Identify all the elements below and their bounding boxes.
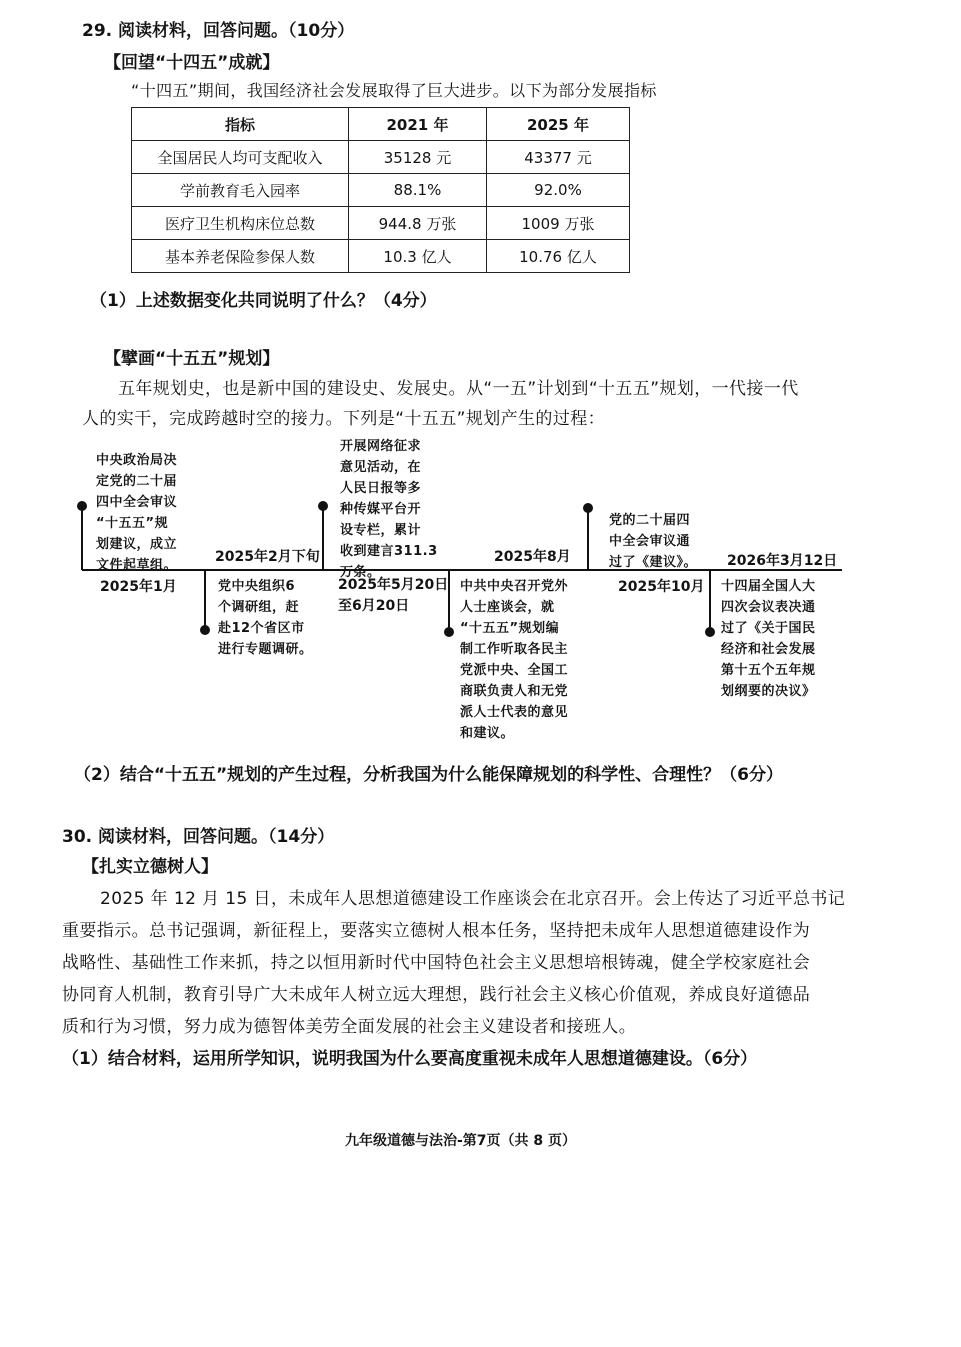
- q29-para-line-2: 人的实干，完成跨越时空的接力。下列是“十五五”规划产生的过程：: [82, 409, 606, 429]
- timeline-dot-6: [705, 627, 715, 637]
- table-cell: 10.3 亿人: [349, 240, 487, 273]
- timeline-event-5-date: 2025年10月: [618, 579, 705, 595]
- q29-section-achievements: 【回望“十四五”成就】: [104, 53, 280, 73]
- q29-intro: “十四五”期间，我国经济社会发展取得了巨大进步。以下为部分发展指标: [131, 81, 657, 100]
- timeline-dot-1: [77, 501, 87, 511]
- q30-section: 【扎实立德树人】: [82, 857, 218, 877]
- timeline-event-2-text: 党中央组织6 个调研组，赶 赴12个省区市 进行专题调研。: [218, 579, 313, 657]
- timeline-dot-4: [444, 627, 454, 637]
- table-header-cell: 指标: [132, 108, 349, 141]
- q30-para-line-3: 战略性、基础性工作来抓，持之以恒用新时代中国特色社会主义思想培根铸魂，健全学校家庭社会: [62, 953, 811, 973]
- table-cell: 43377 元: [487, 141, 630, 174]
- timeline-event-5-text: 党的二十届四 中全会审议通 过了《建议》。: [609, 513, 698, 570]
- timeline-event-4-text: 中共中央召开党外 人士座谈会，就 “十五五”规划编 制工作听取各民主 党派中央、全国工 商联负责人和无党 派人士代表的意见 和建议。: [460, 579, 569, 741]
- table-cell: 全国居民人均可支配收入: [132, 141, 349, 174]
- timeline-event-3-date: 2025年5月20日 至6月20日: [338, 577, 449, 614]
- q30-para-line-2: 重要指示。总书记强调，新征程上，要落实立德树人根本任务，坚持把未成年人思想道德建设作为: [62, 921, 811, 941]
- table-cell: 1009 万张: [487, 207, 630, 240]
- q29-title: 29. 阅读材料，回答问题。（10分）: [82, 21, 355, 41]
- table-cell: 944.8 万张: [349, 207, 487, 240]
- page-footer: 九年级道德与法治-第7页（共 8 页）: [345, 1133, 577, 1149]
- timeline-dot-3: [318, 501, 328, 511]
- q30-para-line-1: 2025 年 12 月 15 日，未成年人思想道德建设工作座谈会在北京召开。会上传达了习近平总书记: [100, 889, 846, 909]
- q30-para-line-4: 协同育人机制，教育引导广大未成年人树立远大理想，践行社会主义核心价值观，养成良好道德品: [62, 985, 811, 1005]
- table-cell: 92.0%: [487, 174, 630, 207]
- table-header-cell: 2021 年: [349, 108, 487, 141]
- timeline-dot-2: [200, 625, 210, 635]
- table-cell: 10.76 亿人: [487, 240, 630, 273]
- q30-title: 30. 阅读材料，回答问题。（14分）: [62, 827, 335, 847]
- timeline-event-2-date: 2025年2月下旬: [215, 549, 320, 565]
- timeline-dot-5: [583, 503, 593, 513]
- timeline-event-6-date: 2026年3月12日: [727, 553, 838, 569]
- timeline-event-1-text: 中央政治局决 定党的二十届 四中全会审议 “十五五”规 划建议，成立 文件起草组。: [96, 453, 178, 573]
- q29-sub-question-2: （2）结合“十五五”规划的产生过程，分析我国为什么能保障规划的科学性、合理性？（6分）: [74, 765, 784, 785]
- table-cell: 88.1%: [349, 174, 487, 207]
- q30-sub-question-1: （1）结合材料，运用所学知识，说明我国为什么要高度重视未成年人思想道德建设。（6分）: [62, 1049, 758, 1069]
- timeline-event-4-date: 2025年8月: [494, 549, 571, 565]
- timeline-event-3-text: 开展网络征求 意见活动，在 人民日报等多 种传媒平台开 设专栏，累计 收到建言311.3 万条。: [340, 439, 438, 580]
- timeline-event-6-text: 十四届全国人大 四次会议表决通 过了《关于国民 经济和社会发展 第十五个五年规 划纲要的决议》: [721, 579, 816, 699]
- q30-para-line-5: 质和行为习惯，努力成为德智体美劳全面发展的社会主义建设者和接班人。: [62, 1017, 637, 1037]
- q29-para-line-1: 五年规划史，也是新中国的建设史、发展史。从“一五”计划到“十五五”规划，一代接一代: [118, 379, 799, 399]
- timeline-event-1-date: 2025年1月: [100, 579, 177, 595]
- table-cell: 基本养老保险参保人数: [132, 240, 349, 273]
- q29-section-plan: 【擘画“十五五”规划】: [104, 349, 280, 369]
- table-header-cell: 2025 年: [487, 108, 630, 141]
- q29-sub-question-1: （1）上述数据变化共同说明了什么？（4分）: [90, 291, 437, 311]
- table-cell: 医疗卫生机构床位总数: [132, 207, 349, 240]
- table-cell: 学前教育毛入园率: [132, 174, 349, 207]
- table-cell: 35128 元: [349, 141, 487, 174]
